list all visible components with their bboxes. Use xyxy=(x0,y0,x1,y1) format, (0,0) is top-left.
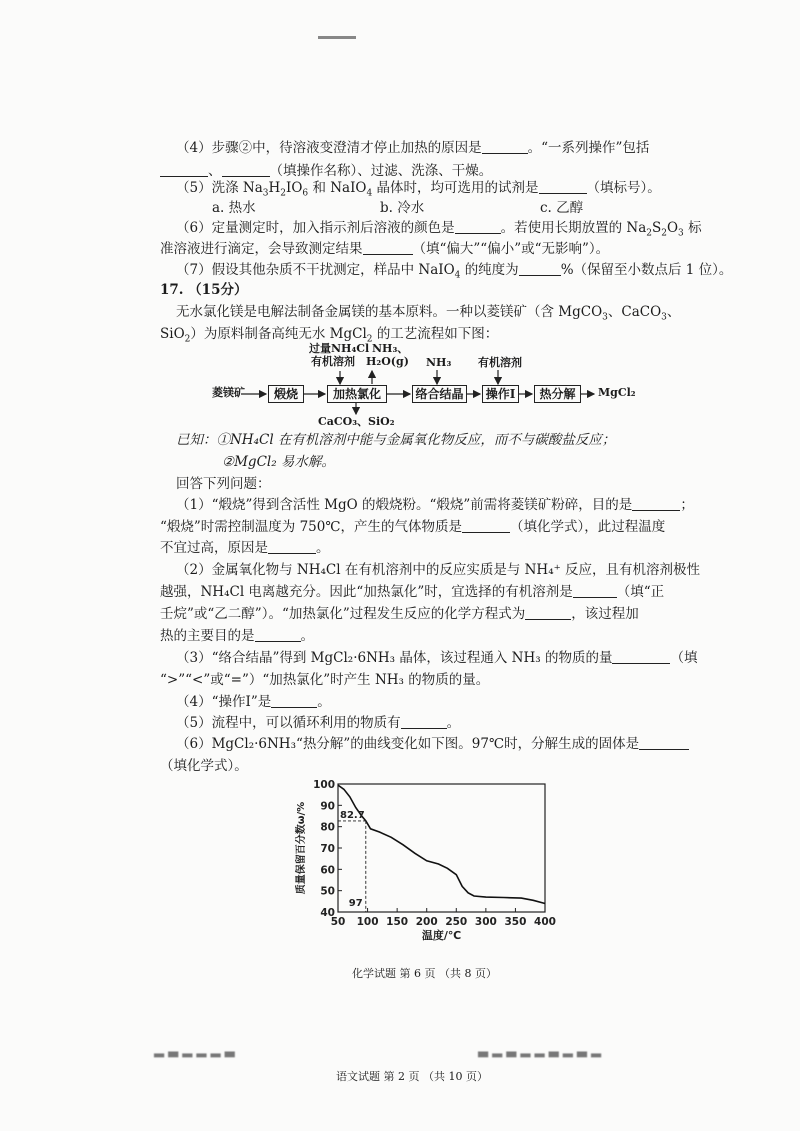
answer-blank[interactable] xyxy=(160,176,208,177)
sub1-line3: 不宜过高，原因是 。 xyxy=(160,540,330,556)
flow-reagent-organic-solvent: 有机溶剂 xyxy=(311,355,355,368)
page-footer-chinese: 语文试题 第 2 页 （共 10 页） xyxy=(336,1070,488,1083)
sub1-line2: “煅烧”时需控制温度为 750℃，产生的气体物质是 （填化学式），此过程温度 xyxy=(160,519,666,535)
series-line xyxy=(338,785,545,903)
sub6-line1: （6）MgCl₂·6NH₃“热分解”的曲线变化如下图。97℃时，分解生成的固体是 xyxy=(176,738,689,752)
q5-line1: （5）洗涤 $Na_3H_2IO_6$ 和 NaIO$_4$ 晶体时，均可选用的试剂是 （填标号）。 xyxy=(176,180,661,199)
answer-blank[interactable] xyxy=(632,510,680,511)
answer-blank[interactable] xyxy=(539,193,587,194)
annotation-label: 82.7 xyxy=(340,809,365,821)
scan-mark xyxy=(318,36,356,39)
x-tick-label: 250 xyxy=(445,916,468,928)
x-axis-label: 温度/℃ xyxy=(421,929,462,942)
y-tick-label: 70 xyxy=(320,843,335,855)
answer-blank[interactable] xyxy=(482,153,528,154)
x-tick-label: 400 xyxy=(534,916,556,928)
sub4-line: （4）“操作Ⅰ”是 。 xyxy=(176,694,331,710)
sub5-line: （5）流程中，可以循环利用的物质有 。 xyxy=(176,715,461,731)
flow-residue: CaCO₃、SiO₂ xyxy=(318,415,395,428)
q6-line2: 准溶液进行滴定，会导致测定结果 （填“偏大”“偏小”或“无影响”）。 xyxy=(160,241,610,257)
q17-intro-line2: SiO$_2$）为原料制备高纯无水 MgCl$_2$ 的工艺流程如下图： xyxy=(160,326,499,345)
flow-product-label: MgCl₂ xyxy=(598,386,636,399)
x-tick-label: 150 xyxy=(386,916,409,928)
sub2-line2: 越强，NH₄Cl 电离越充分。因此“加热氯化”时，宜选择的有机溶剂是 （填“正 xyxy=(160,584,665,600)
q5-option-b: b. 冷水 xyxy=(380,200,425,216)
flow-gas-h2o: H₂O(g) xyxy=(366,355,409,368)
y-tick-label: 60 xyxy=(320,864,335,877)
flow-step-operation-1: 操作Ⅰ xyxy=(482,385,519,403)
q6-line1: （6）定量测定时，加入指示剂后溶液的颜色是 。若使用长期放置的 $Na_2S_2O_3$ 标 xyxy=(176,220,702,239)
sub3-line1: （3）“络合结晶”得到 MgCl₂·6NH₃ 晶体，该过程通入 NH₃ 的物质的量 （填 xyxy=(176,650,698,666)
answer-blank[interactable] xyxy=(268,553,316,554)
flow-step-complex-crystallization: 络合结晶 xyxy=(412,385,467,403)
answer-blank[interactable] xyxy=(525,619,571,620)
flow-step-heat-chlorination: 加热氯化 xyxy=(327,385,387,403)
answer-blank[interactable] xyxy=(612,663,670,664)
flow-reagent-nh4cl: 过量NH₄Cl xyxy=(309,342,370,355)
sub3-line2: “>”“<”或“=”）“加热氯化”时产生 NH₃ 的物质的量。 xyxy=(160,672,490,688)
known-line2: ②MgCl₂ 易水解。 xyxy=(222,454,335,470)
answer-blank[interactable] xyxy=(573,597,617,598)
answer-blank[interactable] xyxy=(639,749,689,750)
page-footer-chemistry: 化学试题 第 6 页 （共 8 页） xyxy=(352,967,497,980)
flow-input-label: 菱镁矿 xyxy=(212,386,245,399)
x-tick-label: 50 xyxy=(330,916,346,928)
answer-blank[interactable] xyxy=(222,176,270,177)
bleed-through-text: ▂ ▃ ▂ ▂ ▂ ▃ xyxy=(154,1043,235,1058)
q4-line2: 、 （填操作名称）、过滤、洗涤、干燥。 xyxy=(160,165,492,179)
answer-header: 回答下列问题： xyxy=(176,476,271,492)
tga-chart xyxy=(290,772,560,948)
x-tick-label: 300 xyxy=(474,916,497,928)
x-tick-label: 200 xyxy=(415,916,438,928)
answer-blank[interactable] xyxy=(363,254,413,255)
q17-header: 17. （15分） xyxy=(160,282,248,298)
y-tick-label: 100 xyxy=(313,779,335,791)
annotation-label: 97 xyxy=(348,898,363,909)
y-tick-label: 90 xyxy=(320,800,335,813)
flow-reagent-nh3: NH₃ xyxy=(426,356,452,369)
q5-option-a: a. 热水 xyxy=(212,200,256,216)
y-tick-label: 40 xyxy=(320,907,335,919)
x-tick-label: 100 xyxy=(356,916,379,928)
y-tick-label: 80 xyxy=(320,821,335,834)
sub2-line4: 热的主要目的是 。 xyxy=(160,628,314,644)
bleed-through-text: ▃ ▂ ▃ ▂ ▂ ▃ ▂ ▃ ▂ xyxy=(478,1043,602,1058)
answer-blank[interactable] xyxy=(255,641,301,642)
answer-blank[interactable] xyxy=(271,707,317,708)
answer-blank[interactable] xyxy=(519,275,561,276)
sub2-line3: 壬烷”或“乙二醇”）。“加热氯化”过程发生反应的化学方程式为 ，该过程加 xyxy=(160,606,639,622)
q17-intro-line1: 无水氯化镁是电解法制备金属镁的基本原料。一种以菱镁矿（含 MgCO$_3$、CaCO$_3$、 xyxy=(176,304,681,323)
answer-blank[interactable] xyxy=(462,532,510,533)
sub2-line1: （2）金属氧化物与 NH₄Cl 在有机溶剂中的反应实质是与 NH₄⁺ 反应，且有机溶剂极性 xyxy=(176,562,701,578)
q4-line1: （4）步骤②中，待溶液变澄清才停止加热的原因是 。“一系列操作”包括 xyxy=(176,140,650,156)
q7-line: （7）假设其他杂质不干扰测定，样品中 NaIO$_4$ 的纯度为 %（保留至小数点后 1 位）。 xyxy=(176,262,733,281)
x-tick-label: 350 xyxy=(504,916,527,928)
answer-blank[interactable] xyxy=(401,728,447,729)
flow-step-thermal-decomposition: 热分解 xyxy=(534,385,581,403)
flow-step-calcination: 煅烧 xyxy=(268,385,304,403)
plot-frame xyxy=(338,784,545,912)
y-axis-label: 质量保留百分数ω/% xyxy=(296,801,307,895)
sub1-line1: （1）“煅烧”得到含活性 MgO 的煅烧粉。“煅烧”前需将菱镁矿粉碎，目的是 ； xyxy=(176,497,694,513)
flow-reagent-organic-solvent-2: 有机溶剂 xyxy=(478,356,522,369)
sub6-line2: （填化学式）。 xyxy=(160,758,248,774)
y-tick-label: 50 xyxy=(320,885,335,898)
known-line1: 已知：①NH₄Cl 在有机溶剂中能与金属氧化物反应，而不与碳酸盐反应； xyxy=(176,432,616,448)
flow-gas-nh3: NH₃、 xyxy=(372,342,409,355)
answer-blank[interactable] xyxy=(455,233,501,234)
q5-option-c: c. 乙醇 xyxy=(540,200,584,216)
